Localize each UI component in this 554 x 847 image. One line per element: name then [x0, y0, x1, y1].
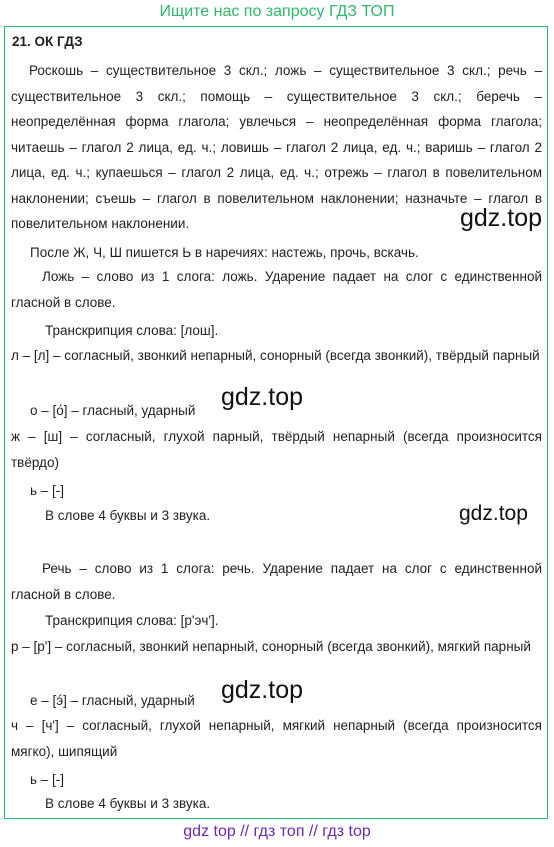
- rech-summary: В слове 4 буквы и 3 звука.: [45, 796, 211, 811]
- lozh-letter-l: л – [л] – согласный, звонкий непарный, сонорный (всегда звонкий), твёрдый парный: [11, 348, 540, 363]
- main-paragraph: Роскошь – существительное 3 скл.; ложь – существительное 3 скл.; речь – существительное 3 скл.; помощь – существительное 3 скл.; беречь – неопределённая форма глагола; увлечься – неопределённая форма глагола; читаешь – глагол 2 лица, ед. ч.; ловишь – глагол 2 лица, ед. ч.; варишь – глагол 2 лица, ед. ч.; купаешься – глагол 2 лица, ед. ч.; отрежь – глагол в повелительном наклонении; съешь – глагол в повелительном наклонении; назначьте – глагол в повелительном наклонении.: [11, 63, 542, 231]
- watermark-2: gdz.top: [221, 383, 304, 411]
- rech-letter-ch: ч – [ч'] – согласный, глухой непарный, мягкий непарный (всегда произносится мягко), шипящий: [11, 718, 542, 759]
- rech-soft-sign: ь – [-]: [30, 772, 65, 787]
- lozh-letter-zh: ж – [ш] – согласный, глухой парный, твёрдый непарный (всегда произносится твёрдо): [11, 429, 542, 470]
- lozh-letter-o: о – [о́] – гласный, ударный: [30, 403, 196, 418]
- lozh-transcription: Транскрипция слова: [лош].: [45, 323, 219, 338]
- rule-line: После Ж, Ч, Ш пишется Ь в наречиях: настежь, прочь, вскачь.: [30, 245, 419, 260]
- rech-intro: Речь – слово из 1 слога: речь. Ударение падает на слог с единственной гласной в слове.: [11, 561, 542, 602]
- exercise-heading: 21. ОК ГДЗ: [12, 34, 83, 49]
- watermark-3: gdz.top: [459, 502, 528, 525]
- rech-transcription: Транскрипция слова: [р'эч'].: [45, 613, 219, 628]
- watermark-4: gdz.top: [221, 676, 304, 704]
- lozh-summary: В слове 4 буквы и 3 звука.: [45, 508, 211, 523]
- lozh-intro: Ложь – слово из 1 слога: ложь. Ударение падает на слог с единственной гласной в слове.: [11, 269, 542, 310]
- watermark-1: gdz.top: [460, 204, 543, 232]
- lozh-soft-sign: ь – [-]: [30, 483, 65, 498]
- footer-links: gdz top // гдз топ // гдз top: [183, 823, 371, 840]
- top-banner: Ищите нас по запросу ГДЗ ТОП: [159, 3, 395, 20]
- rech-letter-e: е – [э́] – гласный, ударный: [30, 693, 195, 708]
- rech-letter-r: р – [р'] – согласный, звонкий непарный, сонорный (всегда звонкий), мягкий парный: [11, 639, 531, 654]
